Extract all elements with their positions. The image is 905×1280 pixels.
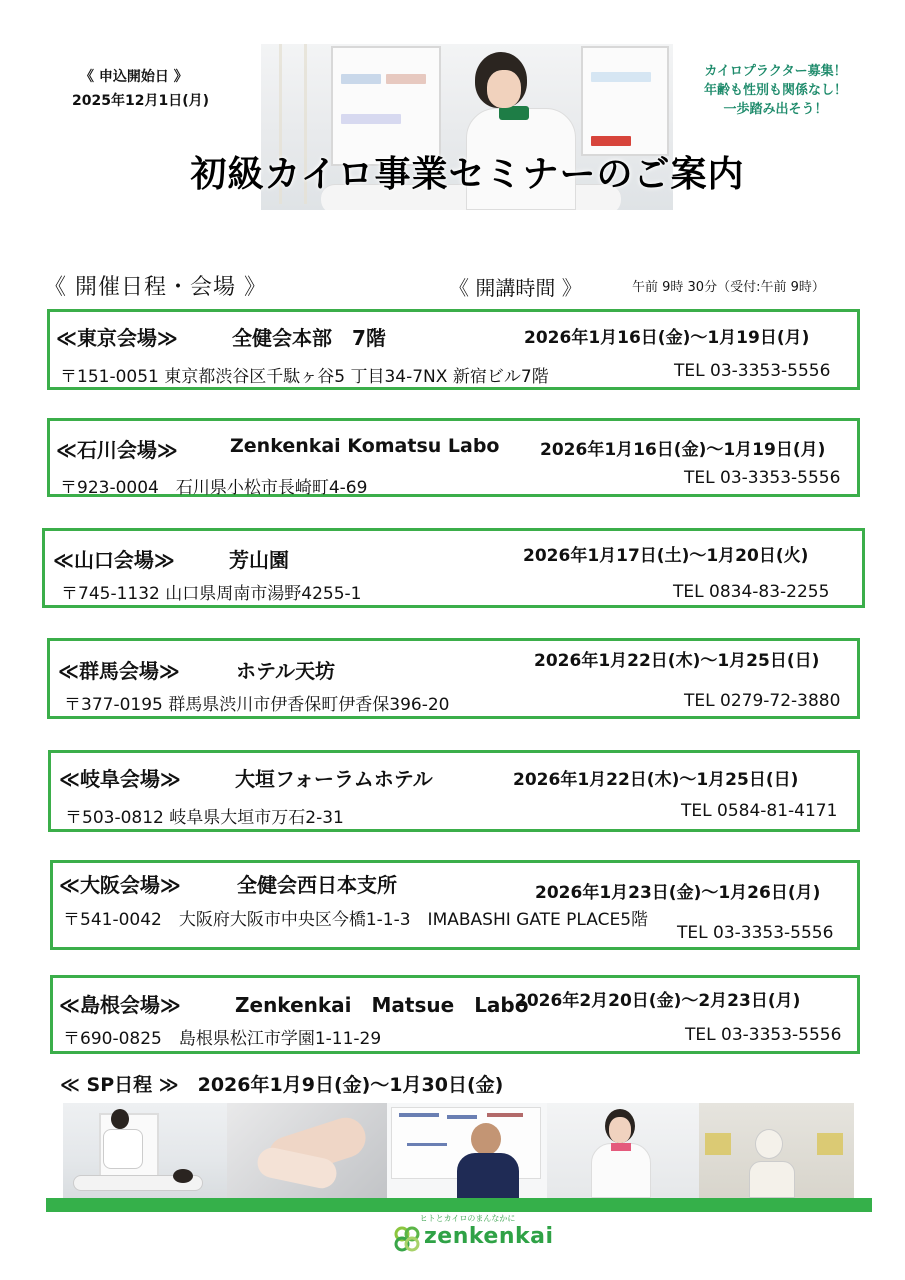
photo-skeleton-model [699,1103,854,1198]
venue-tel: TEL 0279-72-3880 [684,691,841,711]
venue-tel: TEL 0584-81-4171 [681,801,838,821]
venue-name: ≪岐阜会場≫ [59,767,181,791]
venue-card-yamaguchi [42,528,865,608]
venue-place: 大垣フォーラムホテル [235,767,433,791]
recruit-line-3: 一歩踏み出そう！ [723,102,828,117]
venue-tel: TEL 03-3353-5556 [674,361,831,381]
venue-date: 2026年1月22日(木)～1月25日(日) [513,770,799,790]
photo-staff-smiling [547,1103,699,1198]
venue-address: 〒923-0004 石川県小松市長崎町4-69 [60,478,368,498]
venue-address: 〒690-0825 島根県松江市学園1-11-29 [63,1029,382,1049]
venue-tel: TEL 0834-83-2255 [673,582,830,602]
venue-place: ホテル天坊 [236,659,335,683]
venue-address: 〒503-0812 岐阜県大垣市万石2-31 [65,808,344,828]
photo-lecturer [387,1103,547,1198]
venue-name: ≪山口会場≫ [53,548,175,572]
logo-tagline: ヒトとカイロのまんなかに [419,1214,516,1223]
venue-name: ≪東京会場≫ [56,326,178,350]
venue-address: 〒745-1132 山口県周南市湯野4255-1 [61,584,362,604]
venue-name: ≪島根会場≫ [59,993,181,1017]
venue-card-shimane [50,975,860,1054]
sp-schedule: ≪ SP日程 ≫ 2026年1月9日(金)～1月30日(金) [60,1074,504,1096]
venue-card-tokyo [47,309,860,390]
venue-place: Zenkenkai Matsue Labo [235,993,529,1017]
venue-schedule-heading: 《 開催日程・会場 》 [44,275,267,300]
photo-hands-treatment [227,1103,387,1198]
venue-tel: TEL 03-3353-5556 [684,468,841,488]
venue-card-osaka [50,860,860,950]
recruit-line-1: カイロプラクター募集！ [704,64,847,79]
venue-card-gifu [48,750,860,832]
venue-card-gunma [47,638,860,719]
logo-text: zenkenkai [424,1224,554,1249]
class-time-note: 午前 9時 30分（受付:午前 9時） [632,280,825,295]
photo-treatment-room [63,1103,227,1198]
venue-date: 2026年1月16日(金)～1月19日(月) [524,328,810,348]
footer-bar [46,1198,872,1212]
venue-tel: TEL 03-3353-5556 [677,923,834,943]
application-start-label: 《 申込開始日 》 [80,69,188,85]
venue-date: 2026年1月22日(木)～1月25日(日) [534,651,820,671]
venue-name: ≪石川会場≫ [56,438,178,462]
venue-date: 2026年1月17日(土)～1月20日(火) [523,546,809,566]
recruit-line-2: 年齢も性別も関係なし！ [703,83,847,98]
venue-date: 2026年1月23日(金)～1月26日(月) [535,883,821,903]
clover-icon [392,1224,422,1254]
venue-address: 〒541-0042 大阪府大阪市中央区今橋1-1-3 IMABASHI GATE PLACE5階 [63,910,649,930]
venue-place: Zenkenkai Komatsu Labo [230,435,500,457]
venue-date: 2026年2月20日(金)～2月23日(月) [515,991,801,1011]
application-start-date: 2025年12月1日(月) [72,93,209,109]
recruit-message [704,62,847,119]
venue-address: 〒151-0051 東京都渋谷区千駄ヶ谷5 丁目34-7NX 新宿ビル7階 [60,367,549,387]
venue-name: ≪群馬会場≫ [58,659,180,683]
page-title: 初級カイロ事業セミナーのご案内 [190,154,745,195]
zenkenkai-logo [392,1224,554,1254]
venue-address: 〒377-0195 群馬県渋川市伊香保町伊香保396-20 [64,695,450,715]
venue-name: ≪大阪会場≫ [59,873,181,897]
venue-place: 全健会本部 7階 [232,326,386,350]
venue-place: 全健会西日本支所 [237,873,397,897]
venue-place: 芳山園 [229,548,289,572]
class-time-heading: 《 開講時間 》 [449,276,582,300]
venue-tel: TEL 03-3353-5556 [685,1025,842,1045]
venue-card-ishikawa [47,418,860,497]
venue-date: 2026年1月16日(金)～1月19日(月) [540,440,826,460]
